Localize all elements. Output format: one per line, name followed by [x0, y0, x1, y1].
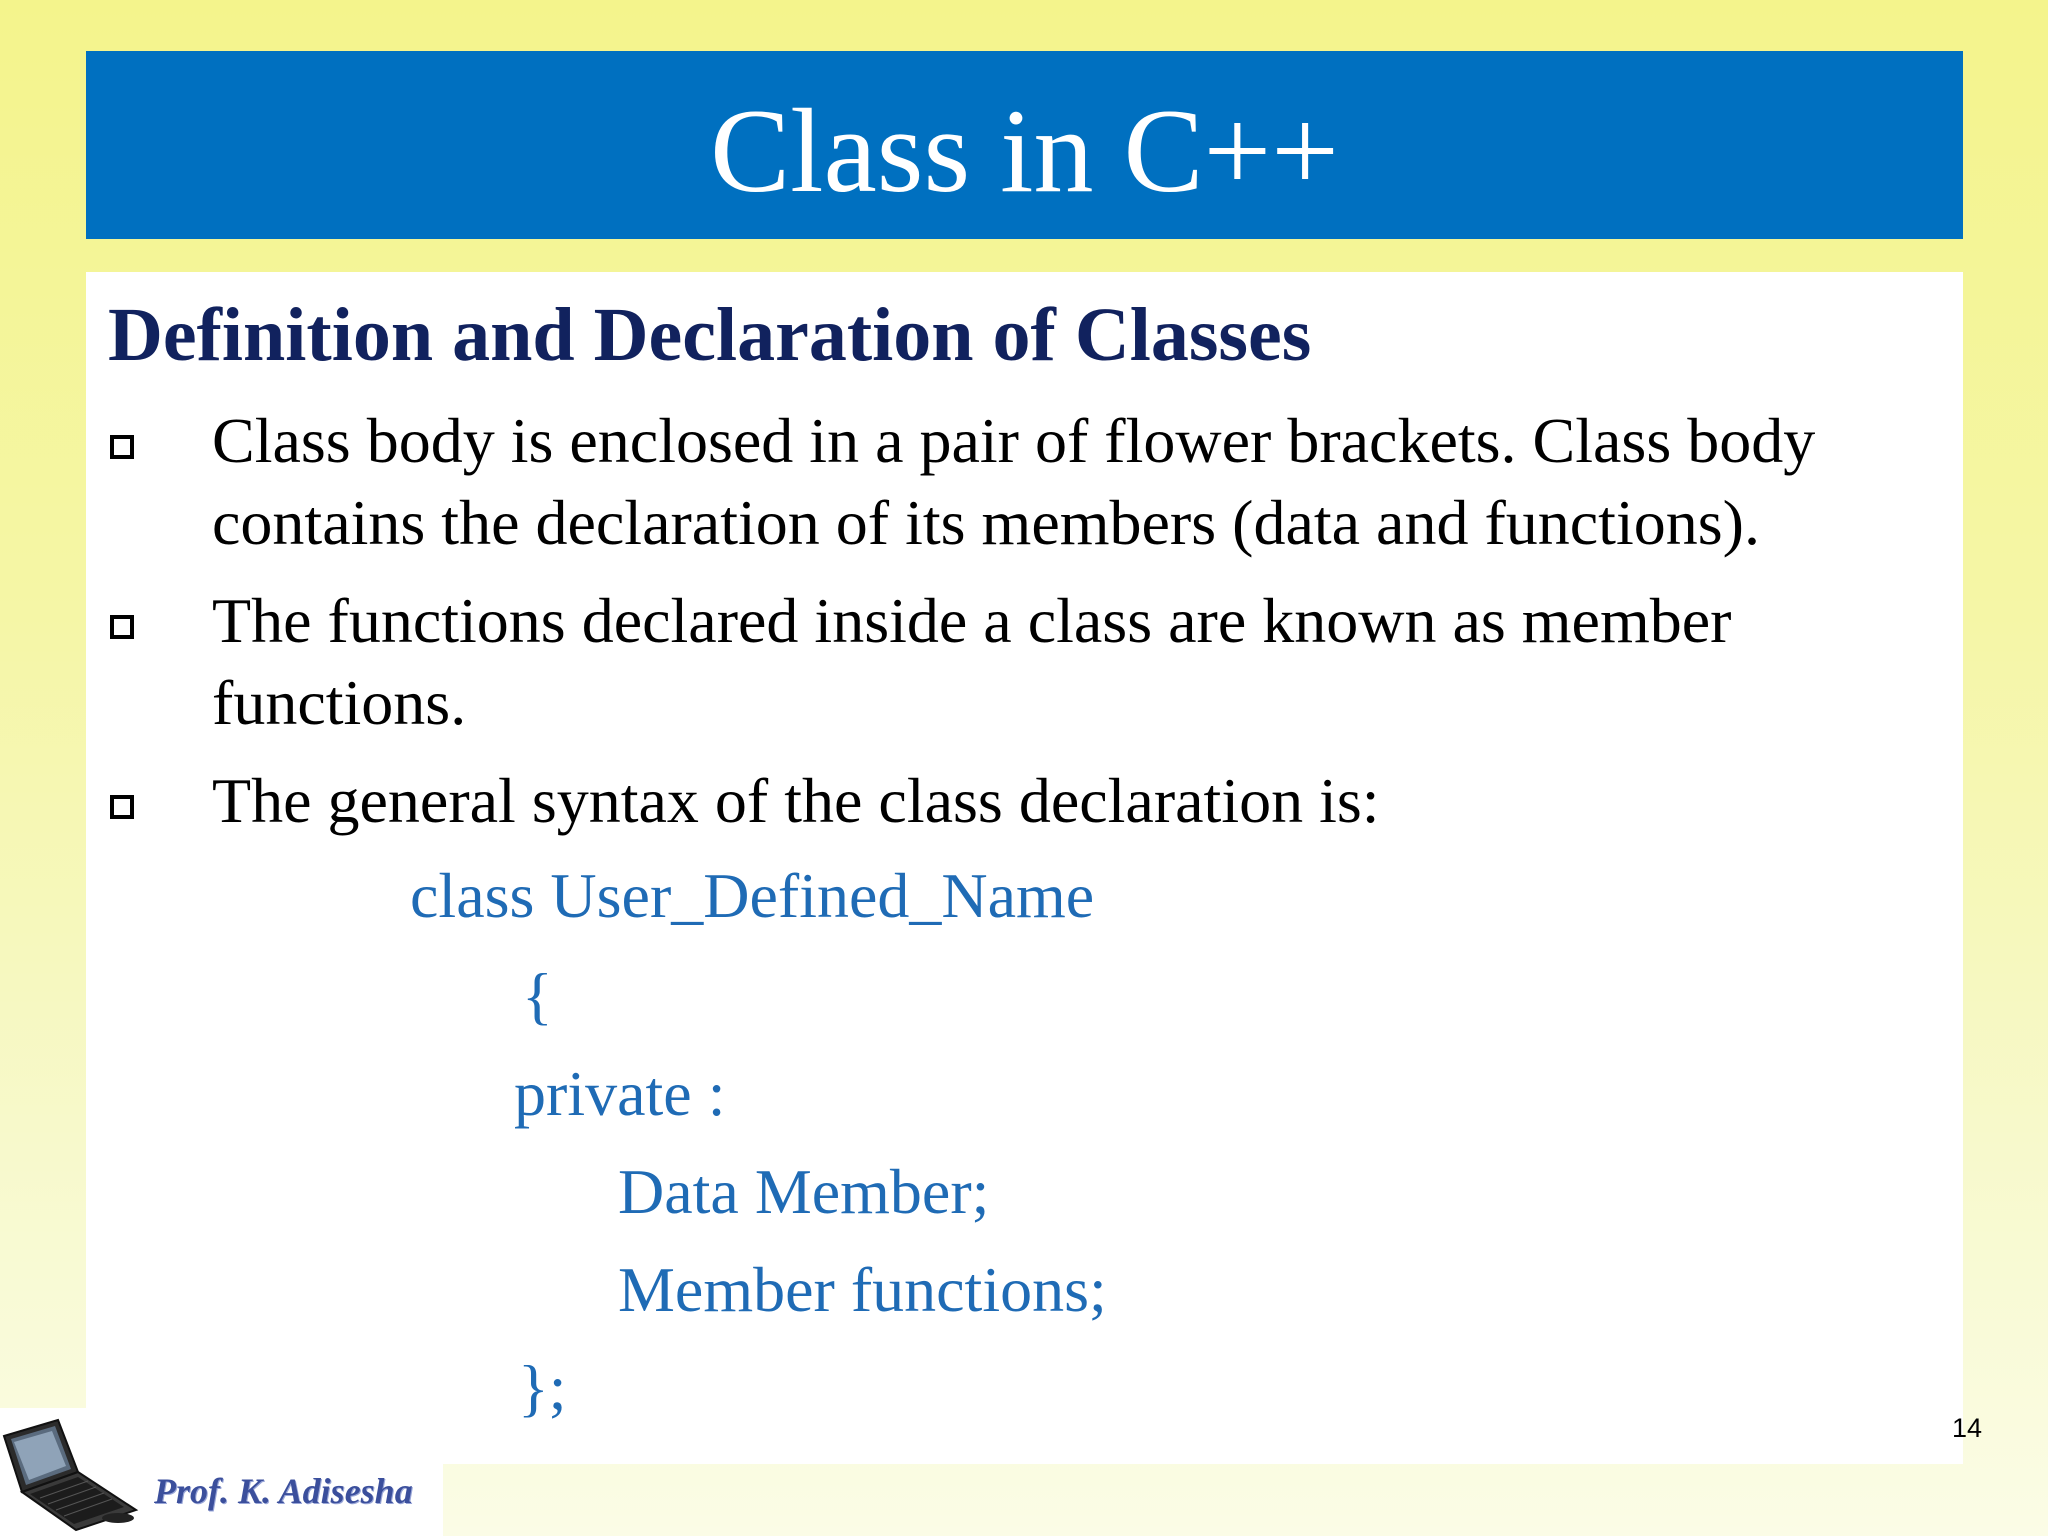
- bullet-square-icon: [110, 435, 134, 459]
- code-line-private: private :: [514, 1058, 726, 1129]
- section-heading: Definition and Declaration of Classes: [108, 293, 1312, 377]
- code-line-class: class User_Defined_Name: [410, 860, 1095, 931]
- laptop-icon: [0, 1414, 140, 1532]
- page-number: 14: [1951, 1413, 1982, 1443]
- bullet-square-icon: [110, 795, 134, 819]
- bullet-1-line-1: Class body is enclosed in a pair of flower brackets. Class body: [212, 405, 1816, 476]
- code-line-open-brace: {: [522, 960, 553, 1031]
- bullet-2-line-2: functions.: [212, 667, 467, 738]
- author-name: Prof. K. Adisesha: [154, 1471, 413, 1511]
- bullet-2-line-1: The functions declared inside a class are known as member: [212, 585, 1732, 656]
- bullet-square-icon: [110, 615, 134, 639]
- code-line-close-brace: };: [518, 1352, 567, 1423]
- code-line-data-member: Data Member;: [618, 1156, 990, 1227]
- slide-title: Class in C++: [710, 84, 1339, 217]
- author-logo: [0, 1408, 443, 1536]
- bullet-1-line-2: contains the declaration of its members (data and functions).: [212, 487, 1760, 558]
- title-bar: [86, 51, 1963, 239]
- code-line-member-functions: Member functions;: [618, 1254, 1107, 1325]
- bullet-3-line-1: The general syntax of the class declaration is:: [212, 765, 1380, 836]
- content-area: [86, 272, 1963, 1464]
